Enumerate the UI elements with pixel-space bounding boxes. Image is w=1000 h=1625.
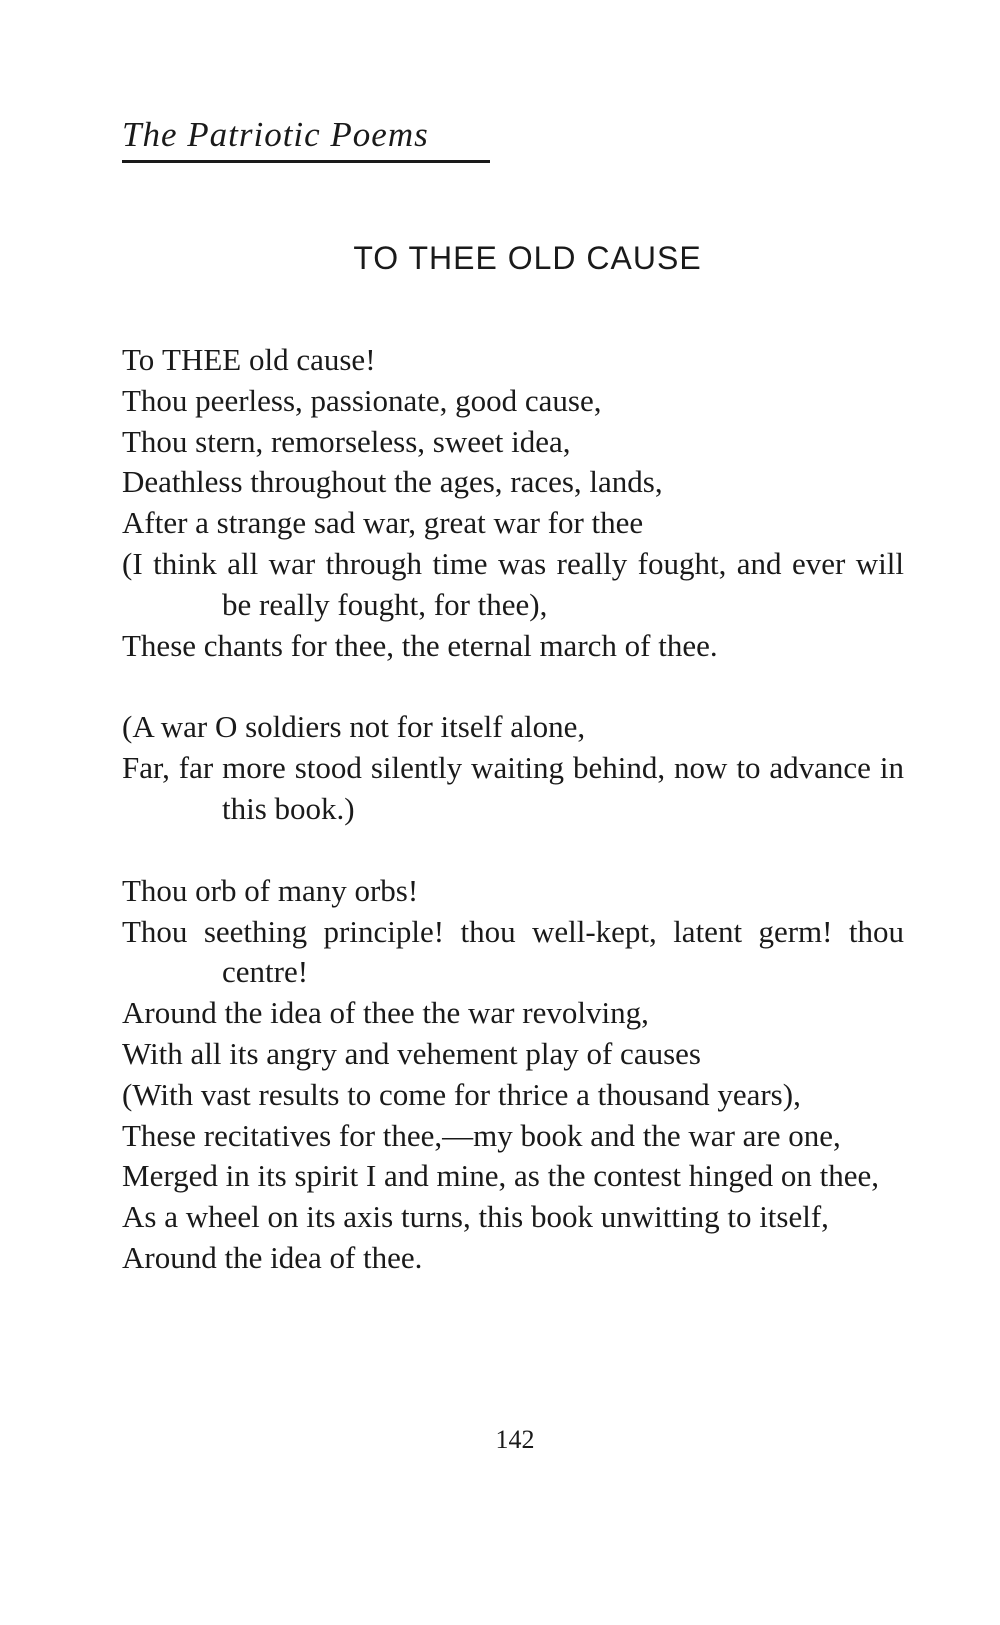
poem-line: (A war O soldiers not for itself alone,: [122, 709, 586, 745]
opening-rest: old cause!: [241, 342, 376, 377]
poem-line: Thou orb of many orbs!: [122, 872, 419, 908]
poem-line: Merged in its spirit I and mine, as the contest hinged on thee,: [122, 1158, 880, 1194]
poem-line: Thou seething principle! thou well-kept, latent germ! thou centre!: [122, 913, 904, 990]
stanza-3: [122, 871, 904, 1279]
poem-title: TO THEE OLD CAUSE: [353, 240, 702, 276]
poem-line: With all its angry and vehement play of causes: [122, 1035, 701, 1071]
poem-line: Thou peerless, passionate, good cause,: [122, 382, 602, 418]
poem-line: [122, 340, 904, 381]
poem-line: These chants for thee, the eternal march of thee.: [122, 627, 718, 663]
poem-line: (With vast results to come for thrice a thousand years),: [122, 1076, 801, 1112]
poem-line: Thou stern, remorseless, sweet idea,: [122, 423, 571, 459]
opening-first-word: To: [122, 342, 155, 377]
poem-line: After a strange sad war, great war for thee: [122, 505, 644, 541]
running-title: The Patriotic Poems: [122, 115, 429, 154]
poem-line: Far, far more stood silently waiting behind, now to advance in this book.): [122, 750, 904, 826]
stanza-2: [122, 707, 904, 829]
poem-line: Deathless throughout the ages, races, lands,: [122, 464, 663, 500]
poem-line: (I think all war through time was really fought, and ever will be really fought, for thee),: [122, 545, 904, 622]
poem-line: Around the idea of thee the war revolving,: [122, 995, 649, 1031]
poem-body: [122, 340, 904, 1320]
poem-line: Around the idea of thee.: [122, 1239, 423, 1275]
opening-smallcaps-word: THEE: [162, 342, 242, 377]
poem-line: As a wheel on its axis turns, this book unwitting to itself,: [122, 1199, 829, 1235]
running-head: [122, 112, 490, 163]
stanza-1: [122, 340, 904, 666]
page-number: 142: [495, 1425, 535, 1454]
poem-line: These recitatives for thee,—my book and the war are one,: [122, 1117, 841, 1153]
